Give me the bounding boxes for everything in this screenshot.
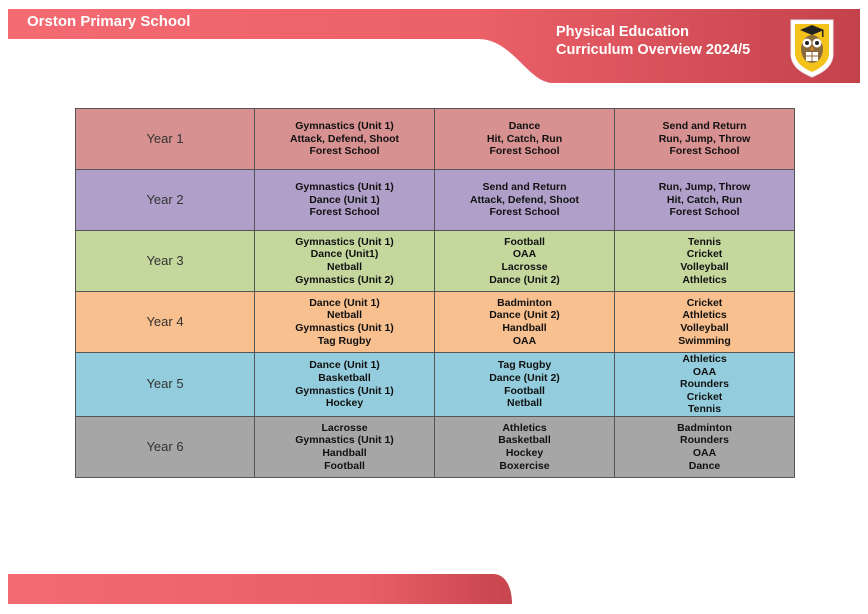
activity-line: Dance (Unit 2) [489, 371, 560, 384]
school-logo [789, 16, 835, 78]
activity-line: Dance (Unit 1) [309, 193, 380, 206]
year-label: Year 6 [76, 417, 255, 478]
activity-line: Send and Return [662, 120, 747, 133]
activity-line: Athletics [682, 309, 727, 322]
activity-line: Tennis [687, 235, 722, 248]
term-cell [615, 417, 795, 478]
term-cell [255, 292, 435, 353]
year-label: Year 4 [76, 292, 255, 353]
activity-line: Gymnastics (Unit 1) [295, 434, 394, 447]
activity-line: Dance [688, 459, 721, 472]
activity-line: OAA [512, 248, 537, 261]
activity-line: Athletics [682, 273, 727, 286]
table-row-year-1 [76, 109, 795, 170]
term-cell [255, 170, 435, 231]
activity-line: Gymnastics (Unit 2) [295, 273, 394, 286]
year-label: Year 5 [76, 353, 255, 417]
activity-line: Tag Rugby [317, 334, 372, 347]
activity-line: Netball [506, 397, 542, 410]
activity-line: Hit, Catch, Run [486, 132, 563, 145]
activity-line: Forest School [669, 145, 740, 158]
activity-line: Gymnastics (Unit 1) [295, 384, 394, 397]
activity-line: OAA [512, 334, 537, 347]
activity-line: Dance (Unit1) [310, 248, 379, 261]
activity-line: Gymnastics (Unit 1) [295, 181, 394, 194]
term-cell [615, 353, 795, 417]
activity-line: Football [504, 235, 545, 248]
activity-line: Athletics [502, 421, 547, 434]
activity-line: Forest School [309, 206, 380, 219]
activity-line: Basketball [498, 434, 551, 447]
activity-line: Gymnastics (Unit 1) [295, 120, 394, 133]
activity-line: Attack, Defend, Shoot [289, 132, 400, 145]
table-row-year-2 [76, 170, 795, 231]
activity-line: Forest School [309, 145, 380, 158]
year-label: Year 3 [76, 231, 255, 292]
table-row-year-5 [76, 353, 795, 417]
activity-line: Dance (Unit 2) [489, 309, 560, 322]
activity-line: Cricket [686, 390, 723, 403]
activity-line: Boxercise [499, 459, 550, 472]
activity-line: Badminton [677, 421, 732, 434]
term-cell [615, 292, 795, 353]
activity-line: Tag Rugby [497, 359, 552, 372]
activity-line: Forest School [669, 206, 740, 219]
activity-line: Forest School [489, 145, 560, 158]
activity-line: Cricket [686, 248, 723, 261]
activity-line: Dance (Unit 1) [309, 359, 380, 372]
activity-line: Dance (Unit 2) [489, 273, 560, 286]
activity-line: OAA [692, 365, 717, 378]
activity-line: Tennis [687, 403, 722, 416]
activity-line: Cricket [686, 296, 723, 309]
title-line-2: Curriculum Overview 2024/5 [556, 42, 751, 58]
activity-line: Gymnastics (Unit 1) [295, 322, 394, 334]
activity-line: Hit, Catch, Run [666, 193, 743, 206]
activity-line: Rounders [679, 434, 729, 447]
footer-banner [8, 574, 512, 604]
activity-line: Football [324, 459, 365, 472]
table-row-year-6 [76, 417, 795, 478]
table-row-year-4 [76, 292, 795, 353]
activity-line: OAA [692, 447, 717, 459]
activity-line: Basketball [318, 371, 371, 384]
term-cell [255, 109, 435, 170]
term-cell [435, 109, 615, 170]
activity-line: Lacrosse [501, 261, 548, 273]
term-cell [615, 231, 795, 292]
term-cell [435, 353, 615, 417]
activity-line: Netball [326, 309, 362, 322]
activity-line: Gymnastics (Unit 1) [295, 235, 394, 248]
page-title [556, 23, 750, 59]
term-cell [435, 170, 615, 231]
activity-line: Hockey [505, 447, 544, 459]
term-cell [615, 170, 795, 231]
term-cell [615, 109, 795, 170]
activity-line: Football [504, 384, 545, 397]
activity-line: Forest School [489, 206, 560, 219]
activity-line: Netball [326, 261, 362, 273]
activity-line: Handball [322, 447, 367, 459]
term-cell [435, 292, 615, 353]
activity-line: Send and Return [482, 181, 567, 194]
activity-line: Volleyball [680, 322, 729, 334]
year-label: Year 1 [76, 109, 255, 170]
activity-line: Lacrosse [321, 421, 368, 434]
term-cell [255, 231, 435, 292]
activity-line: Hockey [325, 397, 364, 410]
activity-line: Attack, Defend, Shoot [469, 193, 580, 206]
activity-line: Dance [508, 120, 541, 133]
activity-line: Badminton [497, 296, 552, 309]
activity-line: Handball [502, 322, 547, 334]
school-name: Orston Primary School [27, 13, 191, 30]
curriculum-table [75, 108, 795, 478]
activity-line: Rounders [679, 378, 729, 391]
activity-line: Run, Jump, Throw [658, 181, 751, 194]
term-cell [435, 417, 615, 478]
activity-line: Dance (Unit 1) [309, 296, 380, 309]
activity-line: Swimming [678, 334, 731, 347]
term-cell [435, 231, 615, 292]
activity-line: Athletics [682, 353, 727, 366]
table-row-year-3 [76, 231, 795, 292]
term-cell [255, 353, 435, 417]
year-label: Year 2 [76, 170, 255, 231]
title-line-1: Physical Education [556, 24, 689, 40]
activity-line: Volleyball [680, 261, 729, 273]
term-cell [255, 417, 435, 478]
activity-line: Run, Jump, Throw [658, 132, 751, 145]
